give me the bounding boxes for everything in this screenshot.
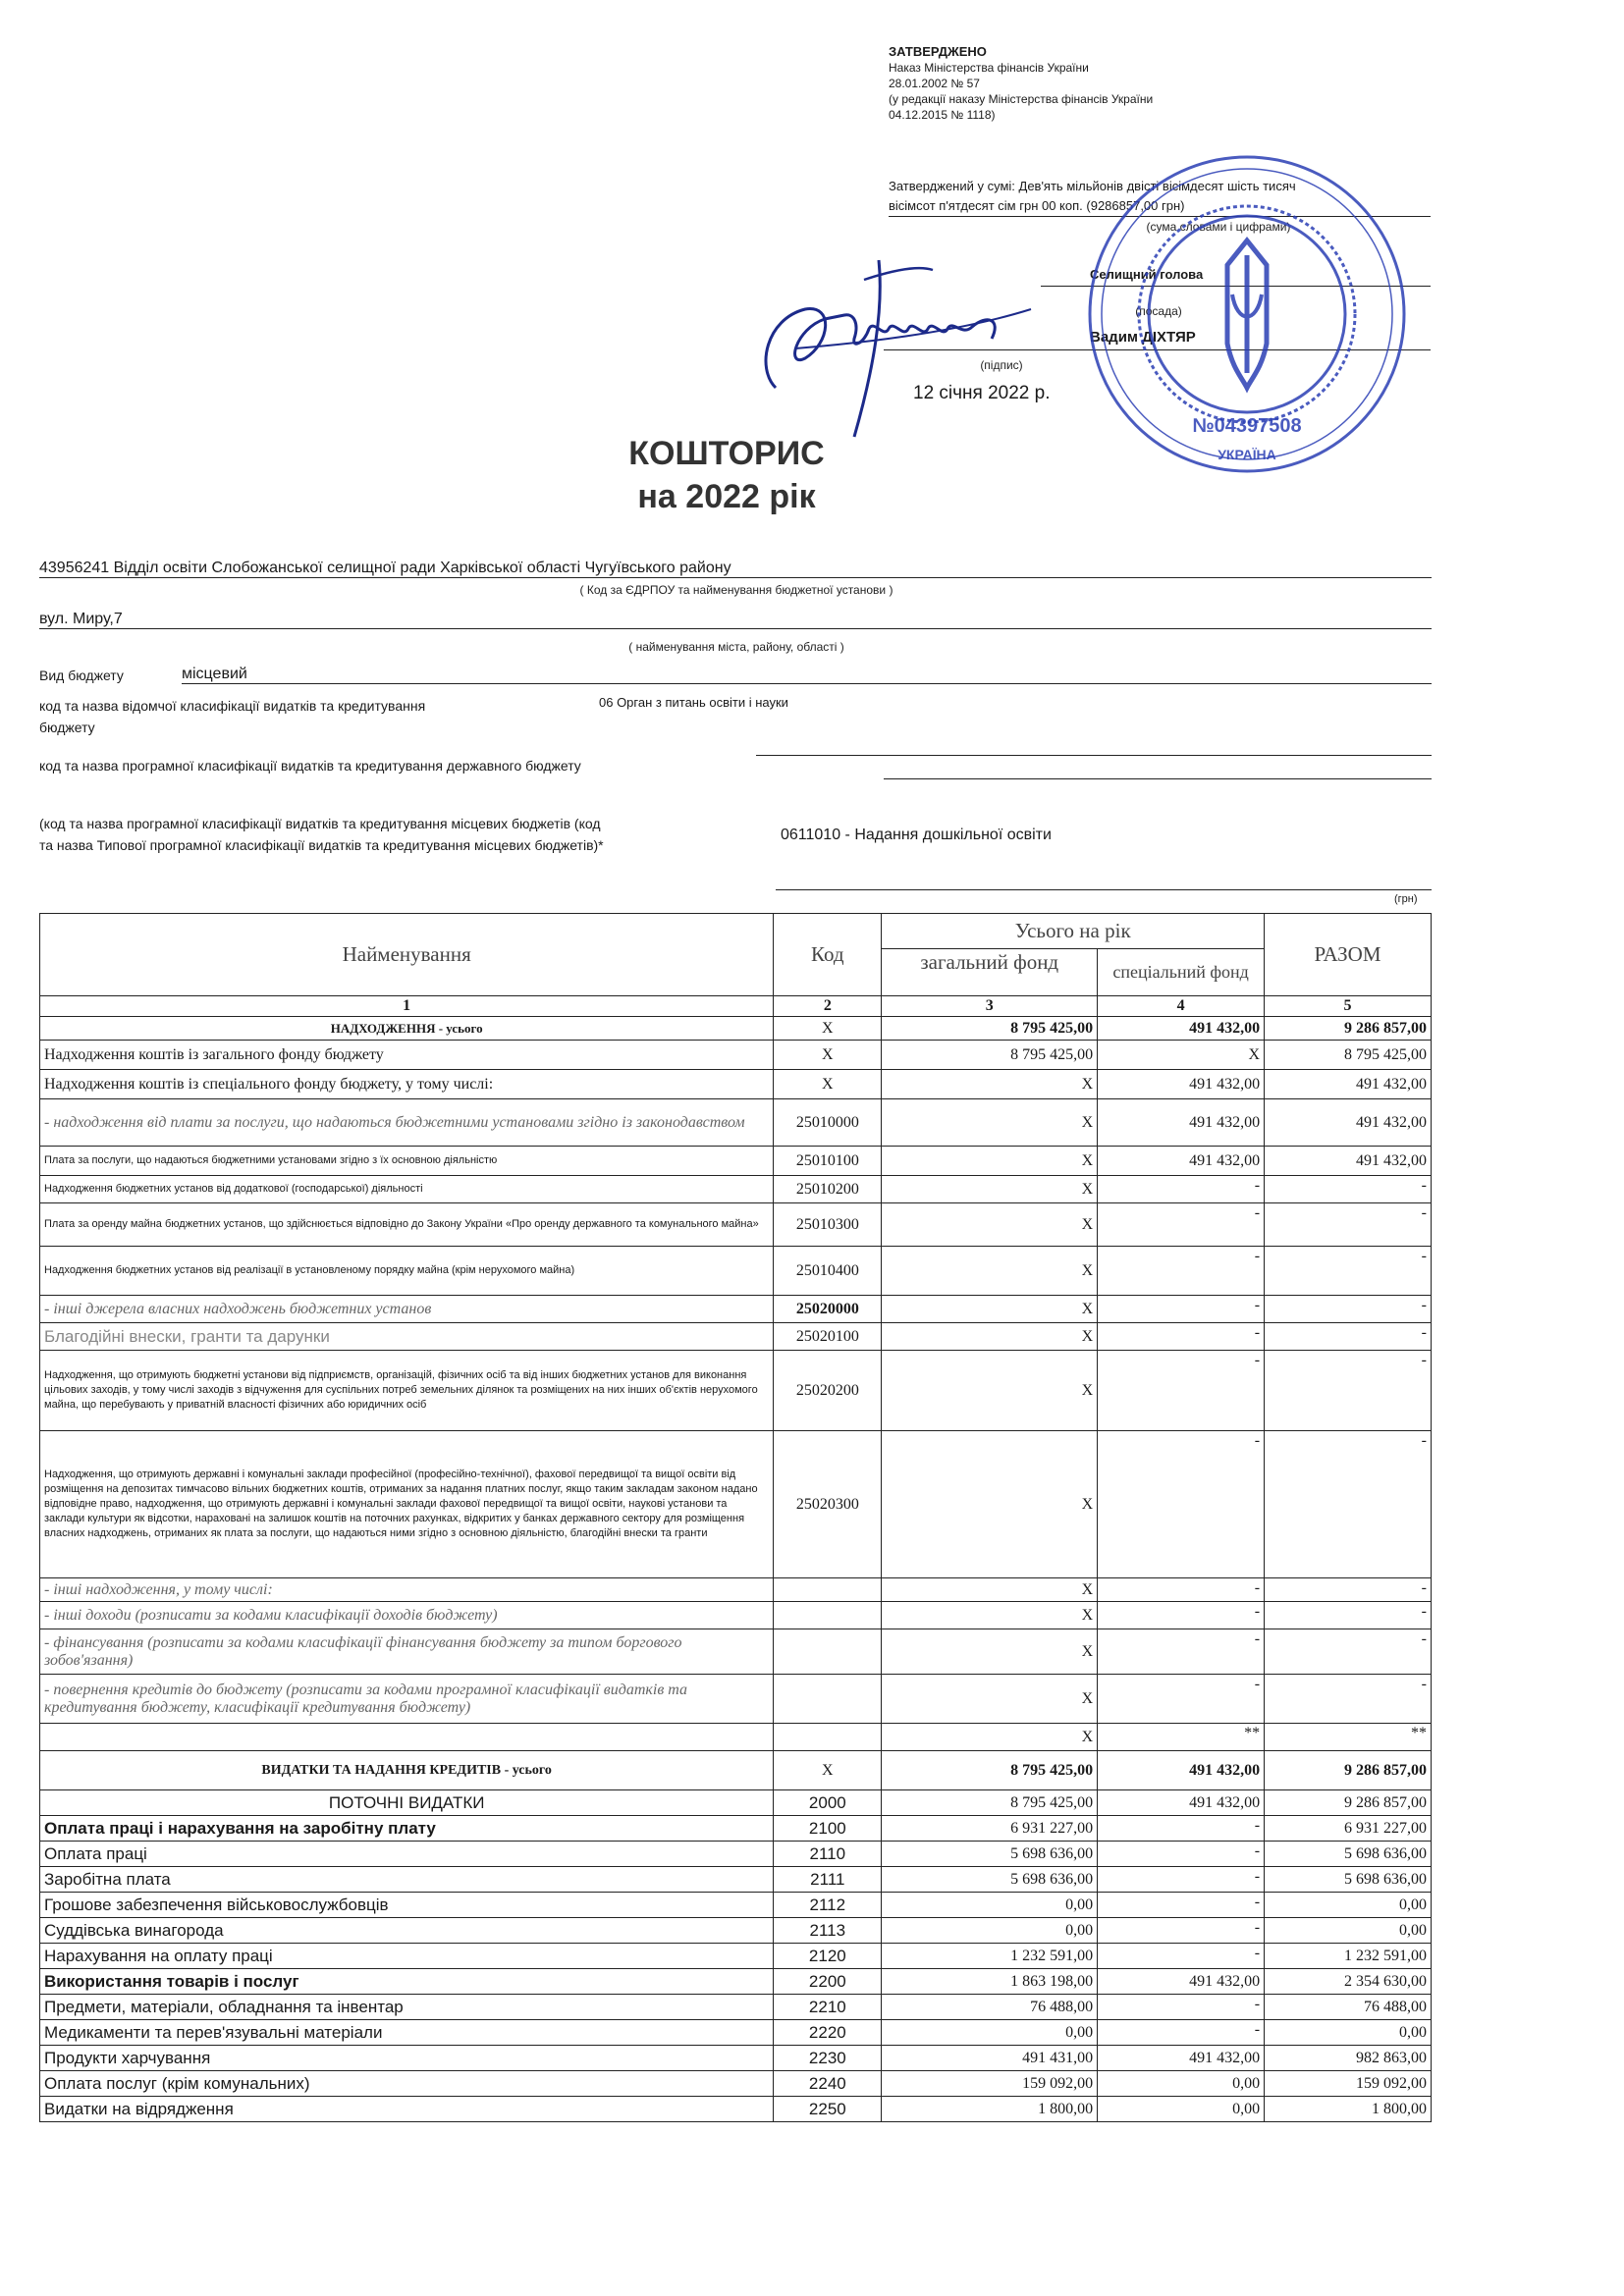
row-name: Грошове забезпечення військовослужбовців [40, 1893, 774, 1918]
table-row [40, 1969, 1432, 1995]
row-total: - [1265, 1629, 1432, 1675]
row-total: 9 286 857,00 [1265, 1751, 1432, 1790]
table-row [40, 1070, 1432, 1099]
row-code: 2110 [774, 1842, 882, 1867]
row-code: 2240 [774, 2071, 882, 2097]
row-total: - [1265, 1247, 1432, 1296]
table-row [40, 2097, 1432, 2122]
row-general-fund: X [882, 1070, 1098, 1099]
dept-classification-label [39, 695, 550, 738]
row-total: 76 488,00 [1265, 1995, 1432, 2020]
field-line [884, 777, 1432, 779]
row-code [774, 1675, 882, 1724]
row-code: 2210 [774, 1995, 882, 2020]
local-prog-label-line: (код та назва програмної класифікації видатків та кредитування місцевих бюджетів (код [39, 816, 601, 831]
row-general-fund: X [882, 1099, 1098, 1147]
row-general-fund: X [882, 1203, 1098, 1247]
row-name: Надходження бюджетних установ від додаткової (господарської) діяльності [40, 1176, 774, 1203]
row-special-fund: 0,00 [1098, 2097, 1265, 2122]
unit-label: (грн) [1394, 893, 1418, 905]
row-general-fund: X [882, 1724, 1098, 1751]
row-code [774, 1578, 882, 1602]
row-general-fund: 8 795 425,00 [882, 1017, 1098, 1041]
col-number: 1 [40, 996, 774, 1017]
row-code: 25020200 [774, 1351, 882, 1431]
row-total: 6 931 227,00 [1265, 1816, 1432, 1842]
row-total: 0,00 [1265, 1893, 1432, 1918]
row-name: Суддівська винагорода [40, 1918, 774, 1944]
row-special-fund: - [1098, 1203, 1265, 1247]
row-special-fund: - [1098, 1351, 1265, 1431]
row-general-fund: 5 698 636,00 [882, 1842, 1098, 1867]
row-name: Використання товарів і послуг [40, 1969, 774, 1995]
row-total: - [1265, 1176, 1432, 1203]
table-row [40, 1995, 1432, 2020]
row-name: ПОТОЧНІ ВИДАТКИ [40, 1790, 774, 1816]
title-year: на 2022 рік [637, 478, 816, 515]
row-special-fund: - [1098, 2020, 1265, 2046]
row-code: 2112 [774, 1893, 882, 1918]
table-row [40, 1893, 1432, 1918]
sum-caption: (сума словами і цифрами) [1146, 220, 1291, 234]
field-line [776, 888, 1432, 890]
row-special-fund: - [1098, 1629, 1265, 1675]
row-name: Продукти харчування [40, 2046, 774, 2071]
row-code: 2113 [774, 1918, 882, 1944]
row-name: - надходження від плати за послуги, що надаються бюджетними установами згідно із законодавством [40, 1099, 774, 1147]
row-general-fund: X [882, 1431, 1098, 1578]
row-special-fund: - [1098, 1578, 1265, 1602]
row-total: 2 354 630,00 [1265, 1969, 1432, 1995]
header-total-year: Усього на рік [882, 914, 1265, 949]
row-name: Нарахування на оплату праці [40, 1944, 774, 1969]
table-row [40, 1724, 1432, 1751]
official-stamp-icon [1070, 147, 1424, 481]
row-total: 8 795 425,00 [1265, 1041, 1432, 1070]
row-special-fund: - [1098, 1816, 1265, 1842]
dept-label-line: бюджету [39, 720, 95, 735]
row-total: 982 863,00 [1265, 2046, 1432, 2071]
row-general-fund: X [882, 1176, 1098, 1203]
header-general-fund: загальний фонд [882, 949, 1098, 996]
row-special-fund: - [1098, 1995, 1265, 2020]
row-total: 9 286 857,00 [1265, 1017, 1432, 1041]
row-total: - [1265, 1351, 1432, 1431]
row-special-fund: 491 432,00 [1098, 1147, 1265, 1176]
budget-type-value: місцевий [182, 666, 1432, 684]
local-prog-label-line: та назва Типової програмної класифікації видатків та кредитування місцевих бюджетів)* [39, 837, 604, 853]
row-total: 5 698 636,00 [1265, 1842, 1432, 1867]
col-number: 2 [774, 996, 882, 1017]
local-program-label [39, 813, 776, 856]
row-name: - фінансування (розписати за кодами класифікації фінансування бюджету за типом боргового зобов'язання) [40, 1629, 774, 1675]
col-number: 4 [1098, 996, 1265, 1017]
table-row [40, 1790, 1432, 1816]
row-total: 1 232 591,00 [1265, 1944, 1432, 1969]
field-line [756, 754, 1432, 756]
table-row [40, 1147, 1432, 1176]
row-name: Оплата послуг (крім комунальних) [40, 2071, 774, 2097]
row-special-fund: 491 432,00 [1098, 1070, 1265, 1099]
budget-type-label: Вид бюджету [39, 667, 124, 683]
table-row [40, 1247, 1432, 1296]
row-general-fund: 1 232 591,00 [882, 1944, 1098, 1969]
approved-sum-line: вісімсот п'ятдесят сім грн 00 коп. (9286857,00 грн) [889, 196, 1431, 217]
table-row [40, 1751, 1432, 1790]
row-total: 491 432,00 [1265, 1147, 1432, 1176]
row-code: 2230 [774, 2046, 882, 2071]
table-row [40, 1431, 1432, 1578]
row-total: 5 698 636,00 [1265, 1867, 1432, 1893]
row-special-fund: - [1098, 1602, 1265, 1629]
row-general-fund: 8 795 425,00 [882, 1751, 1098, 1790]
row-code: 25010000 [774, 1099, 882, 1147]
approval-line: (у редакції наказу Міністерства фінансів України [889, 92, 1154, 106]
row-code: 2100 [774, 1816, 882, 1842]
row-code: 2220 [774, 2020, 882, 2046]
table-row [40, 1017, 1432, 1041]
row-name: - інші надходження, у тому числі: [40, 1578, 774, 1602]
row-special-fund: - [1098, 1944, 1265, 1969]
row-code: 2000 [774, 1790, 882, 1816]
row-general-fund: 491 431,00 [882, 2046, 1098, 2071]
institution-name: 43956241 Відділ освіти Слобожанської селищної ради Харківської області Чугуївського району [39, 560, 1432, 578]
approval-heading: ЗАТВЕРДЖЕНО [889, 44, 987, 59]
svg-text:УКРАЇНА: УКРАЇНА [1218, 447, 1276, 462]
row-name: Оплата праці [40, 1842, 774, 1867]
dept-label-line: код та назва відомчої класифікації видатків та кредитування [39, 698, 426, 714]
row-general-fund: X [882, 1351, 1098, 1431]
row-special-fund: - [1098, 1675, 1265, 1724]
row-name: Медикаменти та перев'язувальні матеріали [40, 2020, 774, 2046]
row-special-fund: - [1098, 1176, 1265, 1203]
row-code: 2111 [774, 1867, 882, 1893]
row-code: X [774, 1070, 882, 1099]
institution-caption: ( Код за ЄДРПОУ та найменування бюджетної установи ) [579, 583, 893, 597]
row-special-fund: - [1098, 1296, 1265, 1323]
row-general-fund: X [882, 1675, 1098, 1724]
row-special-fund: X [1098, 1041, 1265, 1070]
header-name: Найменування [40, 914, 774, 996]
approval-date: 12 січня 2022 р. [913, 383, 1051, 403]
row-total: - [1265, 1578, 1432, 1602]
row-general-fund: 0,00 [882, 1893, 1098, 1918]
row-name: Плата за послуги, що надаються бюджетними установами згідно з їх основною діяльністю [40, 1147, 774, 1176]
row-general-fund: X [882, 1602, 1098, 1629]
row-code [774, 1724, 882, 1751]
header-sum: РАЗОМ [1265, 914, 1432, 996]
row-total: - [1265, 1323, 1432, 1351]
row-total: 491 432,00 [1265, 1070, 1432, 1099]
table-row [40, 1041, 1432, 1070]
table-row [40, 2071, 1432, 2097]
row-code: X [774, 1041, 882, 1070]
row-code: X [774, 1751, 882, 1790]
row-name: Плата за оренду майна бюджетних установ, що здійснюється відповідно до Закону України «Про оренду державного та комунального майна» [40, 1203, 774, 1247]
row-total: 0,00 [1265, 2020, 1432, 2046]
row-code: 25020300 [774, 1431, 882, 1578]
row-name: - інші доходи (розписати за кодами класифікації доходів бюджету) [40, 1602, 774, 1629]
address-caption: ( найменування міста, району, області ) [628, 640, 844, 654]
local-program-value: 0611010 - Надання дошкільної освіти [781, 827, 1052, 843]
row-code: 25010200 [774, 1176, 882, 1203]
table-row [40, 2046, 1432, 2071]
row-name: Предмети, матеріали, обладнання та інвентар [40, 1995, 774, 2020]
row-name: Надходження, що отримують бюджетні установи від підприємств, організацій, фізичних осіб та від інших бюджетних установ для виконання цільових заходів, у тому числі заходів з відчуження для суспільних потреб земельних ділянок та розміщених на них інших об'єктів нерухомого майна, що перебувають у приватній власності фізичних або юридичних осіб [40, 1351, 774, 1431]
approval-line: Наказ Міністерства фінансів України [889, 61, 1089, 75]
row-general-fund: X [882, 1629, 1098, 1675]
row-general-fund: X [882, 1247, 1098, 1296]
row-special-fund: - [1098, 1431, 1265, 1578]
table-row [40, 1323, 1432, 1351]
state-program-label: код та назва програмної класифікації видатків та кредитування державного бюджету [39, 758, 581, 774]
table-row [40, 1602, 1432, 1629]
row-name: Надходження, що отримують державні і комунальні заклади професійної (професійно-технічної), фахової передвищої та вищої освіти від розміщення на депозитах тимчасово вільних бюджетних коштів, отриманих за надання платних послуг, якщо таким закладам законом надано відповідне право, надходження, що отримують державні і комунальні заклади фахової передвищої та вищої освіти, наукові установи та заклади культури як відсотки, нараховані на залишок коштів на поточних рахунках, відкритих у банках державного сектору для розміщення власних надходжень, отриманих як плата за послуги, що надаються ними згідно з основною діяльністю, благодійні внески та гранти [40, 1431, 774, 1578]
row-total: - [1265, 1203, 1432, 1247]
row-general-fund: 8 795 425,00 [882, 1041, 1098, 1070]
row-code: 2120 [774, 1944, 882, 1969]
row-special-fund: 491 432,00 [1098, 2046, 1265, 2071]
row-code: 25010400 [774, 1247, 882, 1296]
header-special-fund: спеціальний фонд [1098, 949, 1265, 996]
row-special-fund: 491 432,00 [1098, 1751, 1265, 1790]
row-name: Видатки на відрядження [40, 2097, 774, 2122]
row-general-fund: X [882, 1323, 1098, 1351]
row-general-fund: 76 488,00 [882, 1995, 1098, 2020]
row-general-fund: X [882, 1147, 1098, 1176]
col-number: 3 [882, 996, 1098, 1017]
row-code: X [774, 1017, 882, 1041]
row-special-fund: - [1098, 1247, 1265, 1296]
table-row [40, 1099, 1432, 1147]
title-line: КОШТОРИС [628, 435, 825, 472]
row-general-fund: 159 092,00 [882, 2071, 1098, 2097]
table-row [40, 1578, 1432, 1602]
row-name: Надходження коштів із загального фонду бюджету [40, 1041, 774, 1070]
table-row [40, 1816, 1432, 1842]
row-special-fund: 0,00 [1098, 2071, 1265, 2097]
row-special-fund: 491 432,00 [1098, 1790, 1265, 1816]
row-special-fund: - [1098, 1918, 1265, 1944]
position-caption: (посада) [1135, 304, 1182, 318]
table-row [40, 1203, 1432, 1247]
row-general-fund: 0,00 [882, 1918, 1098, 1944]
row-code: 25010300 [774, 1203, 882, 1247]
table-row [40, 1629, 1432, 1675]
row-general-fund: X [882, 1578, 1098, 1602]
svg-text:№04397508: №04397508 [1192, 415, 1302, 437]
row-name: НАДХОДЖЕННЯ - усього [40, 1017, 774, 1041]
row-name: Благодійні внески, гранти та дарунки [40, 1323, 774, 1351]
signature-caption: (підпис) [980, 358, 1023, 372]
institution-address: вул. Миру,7 [39, 611, 1432, 629]
table-row [40, 1675, 1432, 1724]
dept-classification-value: 06 Орган з питань освіти і науки [599, 695, 788, 710]
row-special-fund: - [1098, 1323, 1265, 1351]
row-general-fund: 1 800,00 [882, 2097, 1098, 2122]
row-special-fund: 491 432,00 [1098, 1969, 1265, 1995]
row-special-fund: - [1098, 1867, 1265, 1893]
row-total: ** [1265, 1724, 1432, 1751]
table-row [40, 2020, 1432, 2046]
table-row [40, 1867, 1432, 1893]
approved-sum-line: Затверджений у сумі: Дев'ять мільйонів двісті вісімдесят шість тисяч [889, 179, 1296, 193]
table-row [40, 1176, 1432, 1203]
row-name: Заробітна плата [40, 1867, 774, 1893]
col-number: 5 [1265, 996, 1432, 1017]
row-total: 9 286 857,00 [1265, 1790, 1432, 1816]
row-name: - інші джерела власних надходжень бюджетних установ [40, 1296, 774, 1323]
header-code: Код [774, 914, 882, 996]
row-code: 25020000 [774, 1296, 882, 1323]
approval-block [889, 44, 1438, 123]
document-title [530, 432, 923, 518]
table-row [40, 1842, 1432, 1867]
row-name: Надходження коштів із спеціального фонду бюджету, у тому числі: [40, 1070, 774, 1099]
row-general-fund: 5 698 636,00 [882, 1867, 1098, 1893]
estimate-table [39, 913, 1432, 2122]
approver-position: Селищний голова [1090, 267, 1204, 282]
row-total: - [1265, 1675, 1432, 1724]
table-row [40, 1918, 1432, 1944]
approver-name: Вадим ДІХТЯР [1090, 329, 1196, 346]
row-total: 159 092,00 [1265, 2071, 1432, 2097]
row-code: 2200 [774, 1969, 882, 1995]
row-name: Надходження бюджетних установ від реалізації в установленому порядку майна (крім нерухомого майна) [40, 1247, 774, 1296]
row-general-fund: 6 931 227,00 [882, 1816, 1098, 1842]
row-special-fund: ** [1098, 1724, 1265, 1751]
row-special-fund: 491 432,00 [1098, 1099, 1265, 1147]
row-code [774, 1629, 882, 1675]
row-total: - [1265, 1602, 1432, 1629]
row-special-fund: 491 432,00 [1098, 1017, 1265, 1041]
row-total: 1 800,00 [1265, 2097, 1432, 2122]
row-total: 491 432,00 [1265, 1099, 1432, 1147]
table-row [40, 1944, 1432, 1969]
row-general-fund: 1 863 198,00 [882, 1969, 1098, 1995]
row-general-fund: 0,00 [882, 2020, 1098, 2046]
approval-line: 28.01.2002 № 57 [889, 77, 980, 90]
row-general-fund: 8 795 425,00 [882, 1790, 1098, 1816]
row-total: 0,00 [1265, 1918, 1432, 1944]
row-code: 25020100 [774, 1323, 882, 1351]
row-code: 2250 [774, 2097, 882, 2122]
row-name [40, 1724, 774, 1751]
row-total: - [1265, 1296, 1432, 1323]
row-name: Оплата праці і нарахування на заробітну плату [40, 1816, 774, 1842]
row-total: - [1265, 1431, 1432, 1578]
row-name: - повернення кредитів до бюджету (розписати за кодами програмної класифікації видатків та кредитування бюджету, класифікації кредитування бюджету) [40, 1675, 774, 1724]
row-code: 25010100 [774, 1147, 882, 1176]
row-special-fund: - [1098, 1842, 1265, 1867]
table-row [40, 1296, 1432, 1323]
row-special-fund: - [1098, 1893, 1265, 1918]
table-row [40, 1351, 1432, 1431]
row-general-fund: X [882, 1296, 1098, 1323]
row-name: ВИДАТКИ ТА НАДАННЯ КРЕДИТІВ - усього [40, 1751, 774, 1790]
row-code [774, 1602, 882, 1629]
approval-line: 04.12.2015 № 1118) [889, 108, 996, 122]
